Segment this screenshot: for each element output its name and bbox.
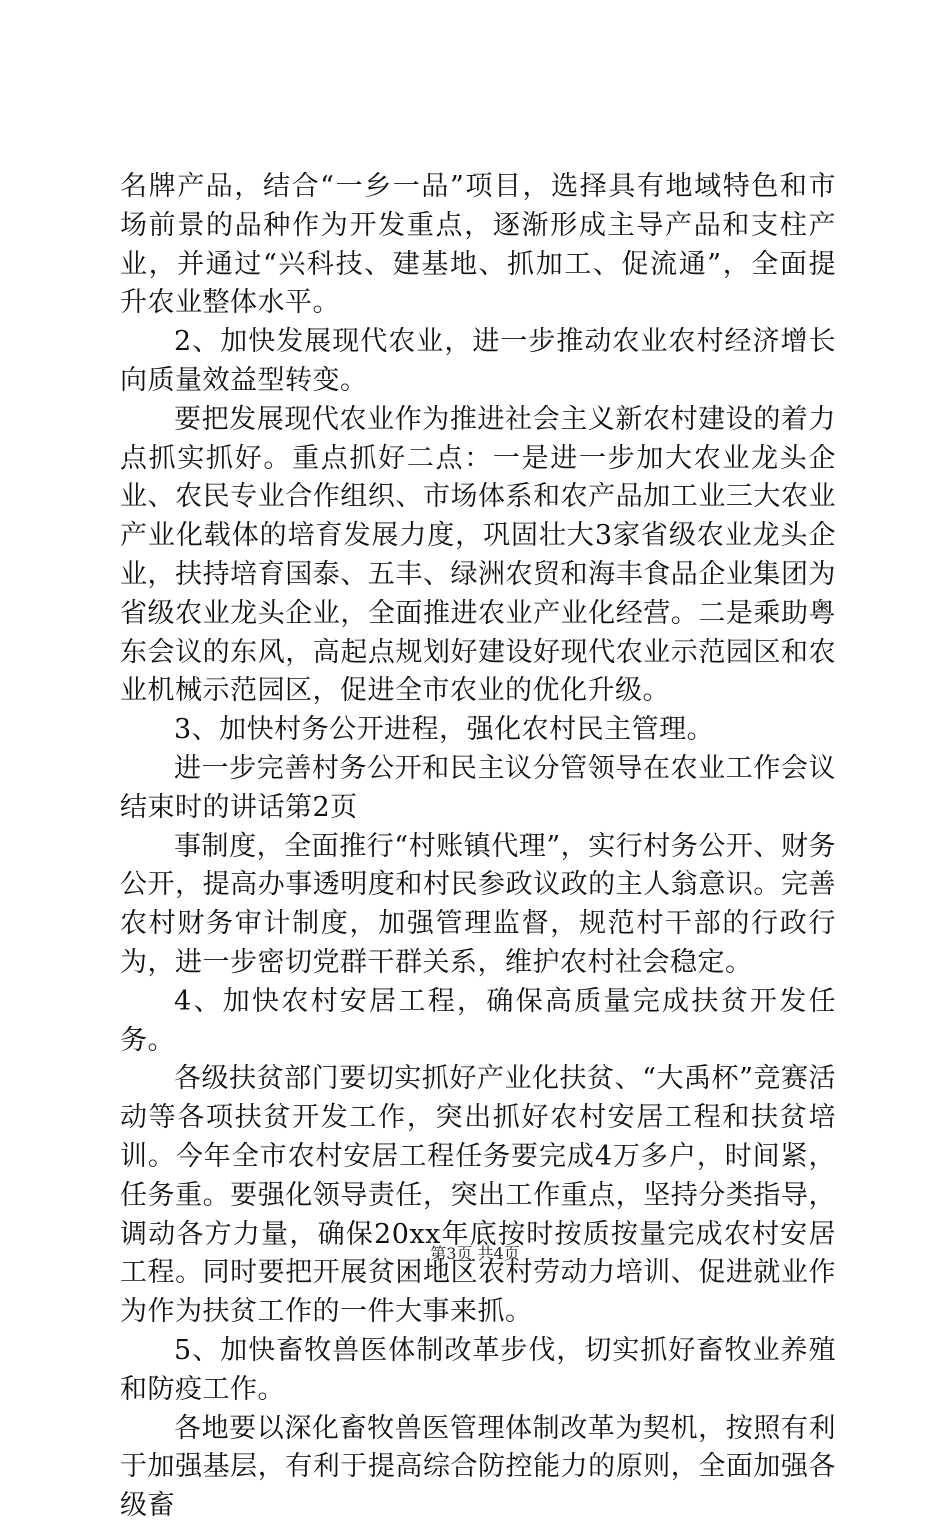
paragraph-village-affairs-cont: 事制度，全面推行“村账镇代理”，实行村务公开、财务公开，提高办事透明度和村民参政议政的主人翁意识。完善农村财务审计制度，加强管理监督，规范村干部的行政行为，进一步密切党群干群关系，维护农村社会稳定。 [120,830,836,978]
paragraph-continuation: 名牌产品，结合“一乡一品”项目，选择具有地域特色和市场前景的品种作为开发重点，逐渐形成主导产品和支柱产业，并通过“兴科技、建基地、抓加工、促流通”，全面提升农业整体水平。 [120,171,836,319]
section-heading-5: 5、加快畜牧兽医体制改革步伐，切实抓好畜牧业养殖和防疫工作。 [120,1334,836,1405]
page-footer: 第3页 共4页 [430,1244,520,1263]
paragraph-poverty-alleviation: 各级扶贫部门要切实抓好产业化扶贫、“大禹杯”竞赛活动等各项扶贫开发工作，突出抓好农村安居工程和扶贫培训。今年全市农村安居工程任务要完成4万多户，时间紧，任务重。要强化领导责任，突出工作重点，坚持分类指导，调动各方力量，确保20xx年底按时按质按量完成农村安居工程。同时要把开展贫困地区农村劳动力培训、促进就业作为作为扶贫工作的一件大事来抓。 [120,1063,836,1328]
paragraph-modern-agriculture: 要把发展现代农业作为推进社会主义新农村建设的着力点抓实抓好。重点抓好二点：一是进一步加大农业龙头企业、农民专业合作组织、市场体系和农产品加工业三大农业产业化载体的培育发展力度，巩固壮大3家省级农业龙头企业，扶持培育国泰、五丰、绿洲农贸和海丰食品企业集团为省级农业龙头企业，全面推进农业产业化经营。二是乘助粤东会议的东风，高起点规划好建设好现代农业示范园区和农业机械示范园区，促进全市农业的优化升级。 [120,403,836,707]
document-body [120,168,836,1526]
section-heading-3: 3、加快村务公开进程，强化农村民主管理。 [174,714,715,746]
paragraph-village-affairs: 进一步完善村务公开和民主议分管领导在农业工作会议结束时的讲话第2页 [120,752,836,823]
section-heading-4: 4、加快农村安居工程，确保高质量完成扶贫开发任务。 [120,985,836,1056]
paragraph-livestock: 各地要以深化畜牧兽医管理体制改革为契机，按照有利于加强基层，有利于提高综合防控能力的原则，全面加强各级畜 [120,1412,836,1522]
section-heading-2: 2、加快发展现代农业，进一步推动农业农村经济增长向质量效益型转变。 [120,326,836,396]
